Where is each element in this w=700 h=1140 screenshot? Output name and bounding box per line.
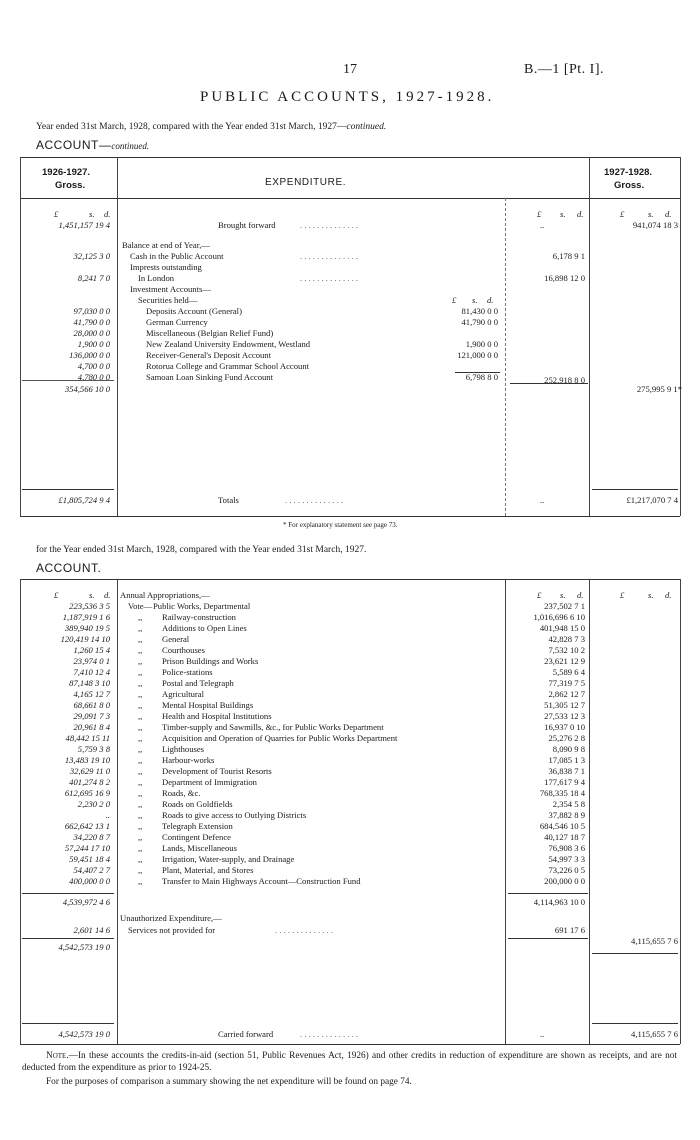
vote-label: Roads on Goldfields [162,799,233,809]
balance-heading: Balance at end of Year,— [122,240,210,250]
security-row [0,361,700,372]
vote-cur: 54,997 3 3 [548,854,585,864]
ditto-mark: ,, [138,612,143,622]
bottom-gross-pence: d. [665,590,672,600]
security-value: 41,790 0 0 [461,317,498,327]
cash-label: Cash in the Public Account [130,251,224,261]
vote-label: Roads, &c. [162,788,201,798]
vote-prev: 34,220 8 7 [73,832,110,842]
bottom-table-rule-bottom [20,1044,680,1045]
vote-row [0,722,700,733]
vote-cur: 42,828 7 3 [548,634,585,644]
vote-prev: 612,695 16 9 [64,788,110,798]
brought-forward-cur-b: 941,074 18 3 [632,220,678,230]
vote-prev: 29,091 7 3 [73,711,110,721]
votes-total-rule-prev [22,893,114,894]
security-prev: 1,900 0 0 [77,339,110,349]
vote-prev: 401,274 8 2 [69,777,110,787]
top-gross-pound: £ [620,209,625,219]
vote-label: Contingent Defence [162,832,231,842]
vote-row [0,601,700,612]
vote-cur: 2,862 12 7 [548,689,585,699]
vote-prev: 32,629 11 0 [69,766,110,776]
balance-heading-row [0,240,700,251]
vote-label: Development of Tourist Resorts [162,766,272,776]
vote-label: Courthouses [162,645,205,655]
totals-rule-cur [592,489,678,490]
imprests-row [0,273,700,284]
vote-cur: 237,502 7 1 [544,601,585,611]
annual-heading: Annual Appropriations,— [120,590,210,600]
securities-subtotal-rule [455,372,500,373]
vote-label: Lands, Miscellaneous [162,843,237,853]
vote-label: Additions to Open Lines [162,623,247,633]
imprests-label2: In London [138,273,175,283]
carried-forward-cur-a: .. [540,1029,545,1039]
vote-prefix: Vote— [128,601,153,611]
vote-cur: 36,838 7 1 [548,766,585,776]
bottom-gross-pound: £ [620,590,625,600]
vote-prev: 23,974 0 1 [73,656,110,666]
vote-row [0,810,700,821]
vote-row [0,755,700,766]
security-row [0,350,700,361]
votes-total-cur: 4,114,963 10 0 [533,897,585,907]
brought-forward-cur-a: .. [540,220,545,230]
vote-prev: 57,244 17 10 [64,843,110,853]
imprests-heading-row [0,262,700,273]
securities-shilling: s. [472,295,478,305]
cash-row [0,251,700,262]
vote-row [0,777,700,788]
ditto-mark: ,, [138,645,143,655]
top-table-rule-bottom [20,516,680,517]
vote-cur: 768,335 18 4 [539,788,585,798]
vote-cur: 684,546 10 5 [539,821,585,831]
vote-label: Public Works, Departmental [153,601,251,611]
leader: . . . . . . . . . . . . . . [300,251,359,261]
top-table-rule-top [20,157,680,158]
subtitle-bottom: for the Year ended 31st March, 1928, compared with the Year ended 31st March, 1927. [36,545,367,555]
ditto-mark: ,, [138,843,143,853]
vote-cur: 25,276 2 8 [548,733,585,743]
vote-prev: 1,260 15 4 [73,645,110,655]
security-prev: 4,780 0 0 [77,372,110,382]
bottom-cur-pound: £ [537,590,542,600]
totals-label: Totals [218,495,239,505]
grand-prev: 4,542,573 19 0 [58,942,110,952]
vote-cur: 401,948 15 0 [539,623,585,633]
vote-prev: 389,940 19 5 [64,623,110,633]
unauth-heading: Unauthorized Expenditure,— [120,913,222,923]
vote-prev: 120,419 14 10 [60,634,110,644]
ditto-mark: ,, [138,733,143,743]
vote-prev: 13,483 19 10 [64,755,110,765]
vote-cur: 40,127 18 7 [544,832,585,842]
security-prev: 97,030 0 0 [73,306,110,316]
vote-label: Harbour-works [162,755,215,765]
securities-pound: £ [452,295,457,305]
ditto-mark: ,, [138,722,143,732]
bottom-cur-pence: d. [577,590,584,600]
vote-row [0,799,700,810]
vote-row [0,865,700,876]
securities-heading: Securities held— [138,295,198,305]
col-header-cur-year: 1927-1928. [604,167,653,178]
section-title-top-main: ACCOUNT— [36,138,112,152]
note-lead: Note. [46,1051,69,1061]
vote-prev: 59,451 18 4 [69,854,110,864]
vote-row [0,645,700,656]
security-value: 121,000 0 0 [457,350,498,360]
vote-row [0,876,700,887]
vote-row [0,623,700,634]
ditto-mark: ,, [138,744,143,754]
vote-row [0,667,700,678]
vote-label: Lighthouses [162,744,205,754]
subtotal-prev: 354,566 10 0 [64,384,110,394]
carried-forward-prev: 4,542,573 19 0 [58,1029,110,1039]
carried-rule-cur [592,1023,678,1024]
leader: . . . . . . . . . . . . . . [275,925,334,935]
ditto-mark: ,, [138,799,143,809]
vote-row [0,612,700,623]
brought-forward-label: Brought forward [218,220,276,230]
security-row [0,306,700,317]
vote-row [0,832,700,843]
vote-label: Prison Buildings and Works [162,656,259,666]
page-number: 17 [343,62,357,77]
security-prev: 41,790 0 0 [73,317,110,327]
vote-cur: 17,085 1 3 [548,755,585,765]
note-paragraph-2: For the purposes of comparison a summary showing the net expenditure will be found on page 74. [46,1077,412,1087]
security-label: Rotorua College and Grammar School Account [146,361,310,371]
brought-forward-row [0,220,700,231]
subtotal-row [0,384,700,395]
carried-rule-prev [22,1023,114,1024]
section-title-top [36,138,149,153]
ditto-mark: ,, [138,689,143,699]
vote-prev: 223,536 3 5 [69,601,110,611]
subtitle-top [36,122,386,132]
footnote: * For explanatory statement see page 73. [283,521,398,529]
totals-cur-a: .. [540,495,545,505]
ditto-mark: ,, [138,821,143,831]
vote-row [0,744,700,755]
vote-label: Police-stations [162,667,213,677]
vote-cur: 2,354 5 8 [552,799,585,809]
vote-row [0,689,700,700]
vote-prev: 7,410 12 4 [73,667,110,677]
col-header-prev-year: 1926-1927. [42,167,91,178]
vote-row [0,788,700,799]
vote-cur: 5,589 6 4 [552,667,585,677]
vote-label: Health and Hospital Institutions [162,711,272,721]
ditto-mark: ,, [138,623,143,633]
vote-row [0,766,700,777]
vote-prev: 20,961 8 4 [73,722,110,732]
bottom-cur-shilling: s. [560,590,566,600]
vote-cur: 73,226 0 5 [548,865,585,875]
totals-prev: £1,805,724 9 4 [58,495,110,505]
vote-cur: 177,617 9 4 [544,777,585,787]
votes-total-prev: 4,539,972 4 6 [62,897,110,907]
security-label: New Zealand University Endowment, Westland [146,339,311,349]
securities-total: 252,918 8 0 [544,375,585,385]
vote-cur: 1,016,696 6 10 [533,612,585,622]
vote-cur: 7,532 10 2 [548,645,585,655]
top-prev-pound: £ [54,209,59,219]
ditto-mark: ,, [138,777,143,787]
subtotal-cur: 275,995 9 1* [636,384,682,394]
vote-label: General [162,634,190,644]
unauth-label: Services not provided for [128,925,216,935]
annual-heading-row [0,590,700,601]
vote-prev: 5,759 3 8 [77,744,110,754]
top-table-rule-header [20,198,680,199]
vote-label: Acquisition and Operation of Quarries for Public Works Department [162,733,398,743]
top-cur-shilling: s. [560,209,566,219]
security-row [0,317,700,328]
imprests-prev: 8,241 7 0 [77,273,110,283]
vote-label: Telegraph Extension [162,821,233,831]
vote-prev: 662,642 13 1 [64,821,110,831]
security-label: Deposits Account (General) [146,306,242,316]
ditto-mark: ,, [138,865,143,875]
brought-forward-prev: 1,451,157 19 4 [58,220,110,230]
ditto-mark: ,, [138,788,143,798]
security-prev: 136,000 0 0 [69,350,110,360]
bottom-gross-shilling: s. [648,590,654,600]
ditto-mark: ,, [138,810,143,820]
vote-prev: 54,407 2 7 [73,865,110,875]
vote-label: Roads to give access to Outlying Districts [162,810,307,820]
section-title-bottom: ACCOUNT. [36,561,102,575]
bottom-prev-shilling: s. [89,590,95,600]
security-label: Receiver-General's Deposit Account [146,350,271,360]
note-paragraph [22,1050,677,1074]
imprests-label1: Imprests outstanding [130,262,202,272]
investment-heading-row [0,284,700,295]
security-label: Miscellaneous (Belgian Relief Fund) [146,328,274,338]
ditto-mark: ,, [138,766,143,776]
main-title: PUBLIC ACCOUNTS, 1927-1928. [200,89,495,105]
vote-label: Postal and Telegraph [162,678,234,688]
leader: . . . . . . . . . . . . . . [300,220,359,230]
vote-cur: 77,319 7 5 [548,678,585,688]
bottom-prev-pence: d. [104,590,111,600]
imprests-cur: 16,898 12 0 [544,273,585,283]
vote-row [0,678,700,689]
vote-cur: 8,090 9 8 [552,744,585,754]
vote-prev: 48,442 15 11 [65,733,110,743]
vote-prev: 400,000 0 0 [69,876,110,886]
top-prev-shilling: s. [89,209,95,219]
vote-row [0,854,700,865]
vote-label: Irrigation, Water-supply, and Drainage [162,854,295,864]
unauth-cur: 691 17 6 [554,925,585,935]
vote-cur: 27,533 12 3 [544,711,585,721]
cash-prev: 32,125 3 0 [73,251,110,261]
carried-forward-row [0,1029,700,1040]
top-gross-shilling: s. [648,209,654,219]
ditto-mark: ,, [138,755,143,765]
note-text: —In these accounts the credits-in-aid (section 51, Public Revenues Act, 1926) and other credits in reduction of expenditure are shown as receipts, and are not deducted from the expenditure as prior to 1924-25. [22,1051,677,1073]
vote-prev: 87,148 3 10 [69,678,110,688]
unauth-row [0,925,700,936]
top-cur-pence: d. [577,209,584,219]
vote-row [0,711,700,722]
top-gross-pence: d. [665,209,672,219]
ditto-mark: ,, [138,656,143,666]
totals-cur-b: £1,217,070 7 4 [626,495,678,505]
top-prev-pence: d. [104,209,111,219]
ditto-mark: ,, [138,876,143,886]
securities-heading-row [0,295,700,306]
vote-prev: 2,230 2 0 [77,799,110,809]
ditto-mark: ,, [138,711,143,721]
totals-rule-prev [22,489,114,490]
ditto-mark: ,, [138,854,143,864]
ditto-mark: ,, [138,634,143,644]
vote-label: Plant, Material, and Stores [162,865,254,875]
bottom-prev-pound: £ [54,590,59,600]
vote-row [0,821,700,832]
vote-cur: 37,882 8 9 [548,810,585,820]
subtitle-top-lead: Year ended 31st March, 1928, compared with the Year ended 31st March, 1927— [36,122,347,132]
grand-prev-row [0,942,700,953]
security-value: 81,430 0 0 [461,306,498,316]
unauth-heading-row [0,913,700,924]
col-header-expenditure: EXPENDITURE. [265,177,347,188]
vote-label: Transfer to Main Highways Account—Construction Fund [162,876,361,886]
security-label: German Currency [146,317,208,327]
ditto-mark: ,, [138,667,143,677]
vote-row [0,700,700,711]
security-prev: 28,000 0 0 [73,328,110,338]
ditto-mark: ,, [138,678,143,688]
vote-label: Mental Hospital Buildings [162,700,254,710]
vote-label: Railway-construction [162,612,236,622]
top-cur-pound: £ [537,209,542,219]
vote-cur: 76,908 3 6 [548,843,585,853]
vote-label: Agricultural [162,689,204,699]
vote-prev: .. [105,810,110,820]
carried-forward-label: Carried forward [218,1029,274,1039]
vote-cur: 23,621 12 9 [544,656,585,666]
leader: . . . . . . . . . . . . . . [300,1029,359,1039]
vote-row [0,733,700,744]
vote-prev: 68,661 8 0 [73,700,110,710]
page-reference: B.—1 [Pt. I]. [524,62,604,77]
votes-total-row [0,897,700,908]
carried-forward-cur-b: 4,115,655 7 6 [631,1029,678,1039]
totals-row [0,495,700,506]
votes-total-rule-cur [508,893,588,894]
security-row [0,328,700,339]
vote-prev: 4,165 12 7 [73,689,110,699]
security-value: 6,798 8 0 [465,372,498,382]
bottom-table-rule-top [20,579,680,580]
col-header-cur-gross: Gross. [614,180,645,191]
prev-subtotal-rule [22,380,114,381]
security-value: 1,900 0 0 [465,339,498,349]
ditto-mark: ,, [138,832,143,842]
security-prev: 4,700 0 0 [77,361,110,371]
leader: . . . . . . . . . . . . . . [300,273,359,283]
vote-row [0,656,700,667]
leader: . . . . . . . . . . . . . . [285,495,344,505]
unauth-prev: 2,601 14 6 [73,925,110,935]
security-label: Samoan Loan Sinking Fund Account [146,372,273,382]
vote-label: Department of Immigration [162,777,257,787]
section-title-top-cont: continued. [111,141,150,151]
vote-label: Timber-supply and Sawmills, &c., for Public Works Department [162,722,384,732]
investment-heading: Investment Accounts— [130,284,211,294]
col-header-prev-gross: Gross. [55,180,86,191]
grand-cur: 4,115,655 7 6 [631,936,678,946]
vote-cur: 16,937 0 10 [544,722,585,732]
vote-row [0,843,700,854]
grand-rule-cur [592,953,678,954]
security-row [0,339,700,350]
vote-cur: 200,000 0 0 [544,876,585,886]
ditto-mark: ,, [138,700,143,710]
securities-pence: d. [487,295,494,305]
top-currency-header-row [0,209,700,220]
vote-row [0,634,700,645]
subtitle-top-cont: continued. [346,122,387,132]
vote-cur: 51,305 12 7 [544,700,585,710]
cash-cur: 6,178 9 1 [552,251,585,261]
vote-prev: 1,187,919 1 6 [62,612,110,622]
